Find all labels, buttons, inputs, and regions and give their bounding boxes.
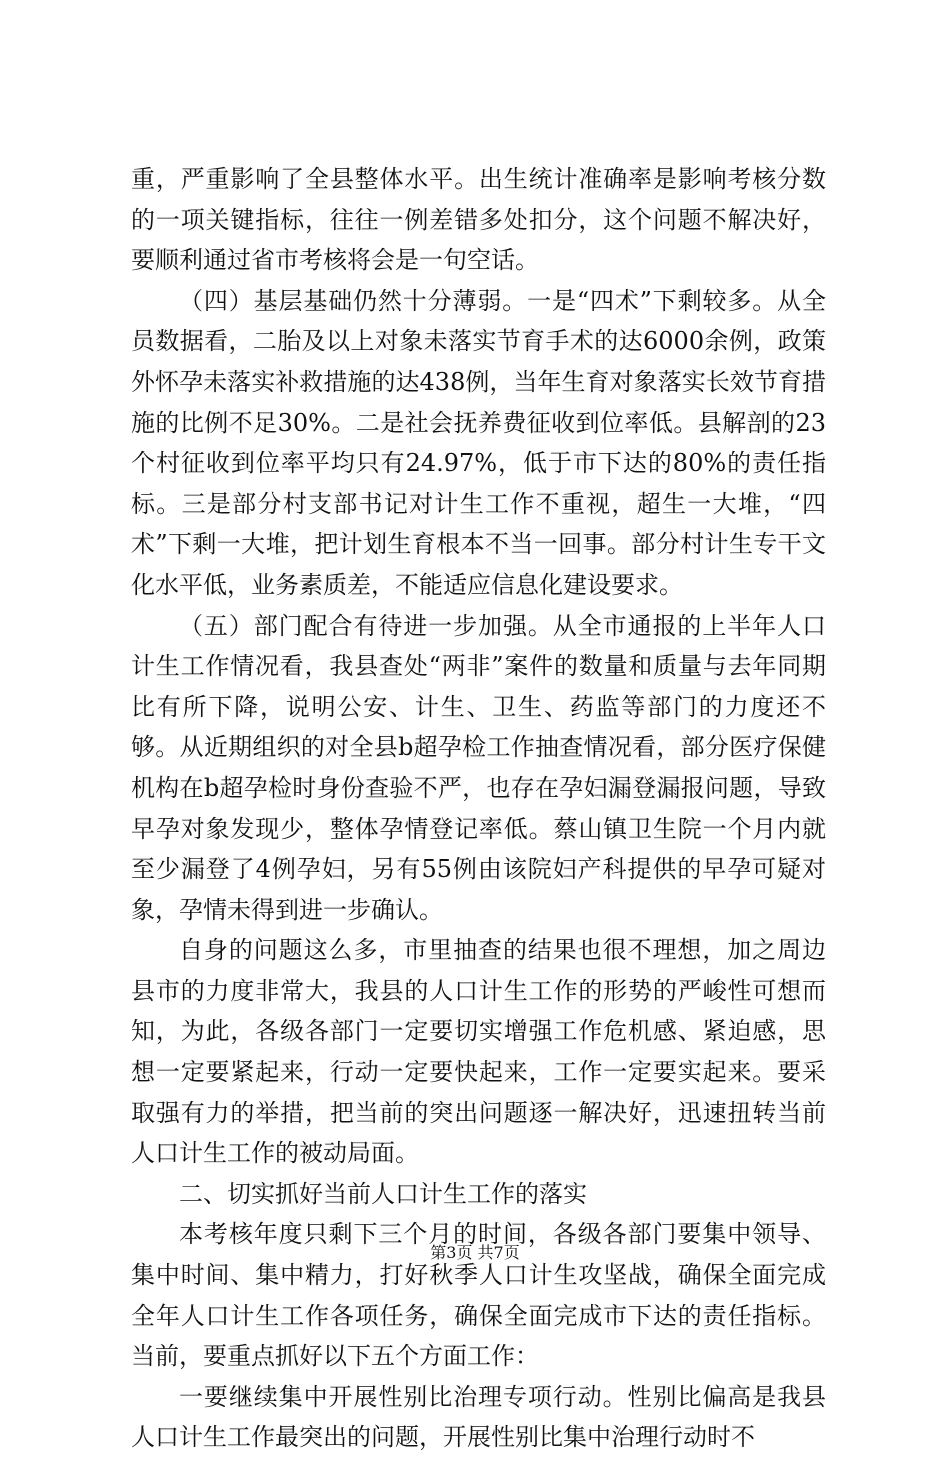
paragraph-3: （五）部门配合有待进一步加强。从全市通报的上半年人口计生工作情况看，我县查处“两非”案件的数量和质量与去年同期比有所下降，说明公安、计生、卫生、药监等部门的力度还不够。从近期组织的对全县b超孕检工作抽查情况看，部分医疗保健机构在b超孕检时身份查验不严，也存在孕妇漏登漏报问题，导致早孕对象发现少，整体孕情登记率低。蔡山镇卫生院一个月内就至少漏登了4例孕妇，另有55例由该院妇产科提供的早孕可疑对象，孕情未得到进一步确认。: [131, 611, 826, 924]
paragraph-5: 本考核年度只剩下三个月的时间，各级各部门要集中领导、集中时间、集中精力，打好秋季人口计生攻坚战，确保全面完成全年人口计生工作各项任务，确保全面完成市下达的责任指标。当前，要重点抓好以下五个方面工作：: [131, 1220, 826, 1371]
paragraph-4: 自身的问题这么多，市里抽查的结果也很不理想，加之周边县市的力度非常大，我县的人口计生工作的形势的严峻性可想而知，为此，各级各部门一定要切实增强工作危机感、紧迫感，思想一定要紧起来，行动一定要快起来，工作一定要实起来。要采取强有力的举措，把当前的突出问题逐一解决好，迅速扭转当前人口计生工作的被动局面。: [131, 936, 826, 1168]
paragraph-2: （四）基层基础仍然十分薄弱。一是“四术”下剩较多。从全员数据看，二胎及以上对象未落实节育手术的达6000余例，政策外怀孕未落实补救措施的达438例，当年生育对象落实长效节育措施的比例不足30%。二是社会抚养费征收到位率低。县解剖的23个村征收到位率平均只有24.97%，低于市下达的80%的责任指标。三是部分村支部书记对计生工作不重视，超生一大堆，“四术”下剩一大堆，把计划生育根本不当一回事。部分村计生专干文化水平低，业务素质差，不能适应信息化建设要求。: [131, 286, 826, 599]
paragraph-1: 重，严重影响了全县整体水平。出生统计准确率是影响考核分数的一项关键指标，往往一例差错多处扣分，这个问题不解决好，要顺利通过省市考核将会是一句空话。: [131, 165, 826, 275]
section-heading: 二、切实抓好当前人口计生工作的落实: [179, 1179, 587, 1208]
paragraph-6: 一要继续集中开展性别比治理专项行动。性别比偏高是我县人口计生工作最突出的问题，开展性别比集中治理行动时不: [131, 1382, 826, 1452]
page-footer: 第3页 共7页: [430, 1243, 520, 1262]
body-text: [131, 159, 826, 1458]
